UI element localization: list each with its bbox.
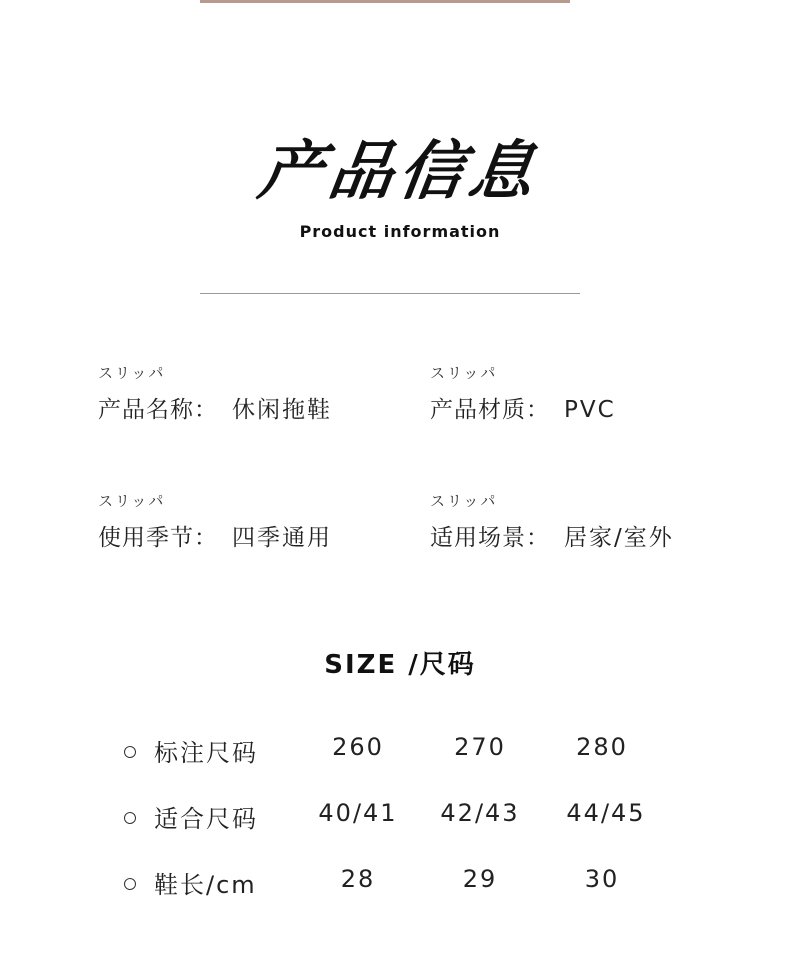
circle-bullet-icon [124,746,136,758]
page-title: 产品信息 [253,135,545,209]
info-item-scene [430,490,674,552]
info-item-material [430,362,616,424]
info-tag: スリッパ [430,492,498,510]
info-line [430,391,616,424]
size-row-fit [0,799,800,839]
info-value: PVC [564,397,616,423]
size-cell: 29 [462,865,498,893]
size-cell: 270 [454,733,506,761]
info-label: 产品名称： [98,397,218,423]
info-value: 休闲拖鞋 [232,397,332,423]
info-label: 适用场景： [430,525,550,551]
size-cell: 40/41 [318,799,398,827]
info-item-season [98,490,332,552]
info-item-name [98,362,332,424]
size-row-label: 鞋长/cm [154,871,257,899]
info-tag: スリッパ [430,364,498,382]
info-value: 居家/室外 [564,525,674,551]
circle-bullet-icon [124,878,136,890]
divider [200,293,580,294]
size-cell: 280 [576,733,628,761]
size-row-length [0,865,800,905]
size-cell: 260 [332,733,384,761]
size-cell: 44/45 [566,799,646,827]
circle-bullet-icon [124,812,136,824]
size-cell: 28 [340,865,376,893]
top-image-edge [200,0,570,3]
size-cell: 42/43 [440,799,520,827]
size-heading: SIZE /尺码 [324,650,476,680]
page-subtitle: Product information [299,222,501,241]
info-tag: スリッパ [98,364,166,382]
size-row-label: 标注尺码 [154,739,258,767]
info-line [430,519,674,552]
info-value: 四季通用 [232,525,332,551]
info-label: 使用季节： [98,525,218,551]
info-line [98,519,332,552]
size-cell: 30 [584,865,620,893]
size-row-marked [0,733,800,773]
info-tag: スリッパ [98,492,166,510]
info-label: 产品材质： [430,397,550,423]
info-line [98,391,332,424]
size-row-label: 适合尺码 [154,805,258,833]
